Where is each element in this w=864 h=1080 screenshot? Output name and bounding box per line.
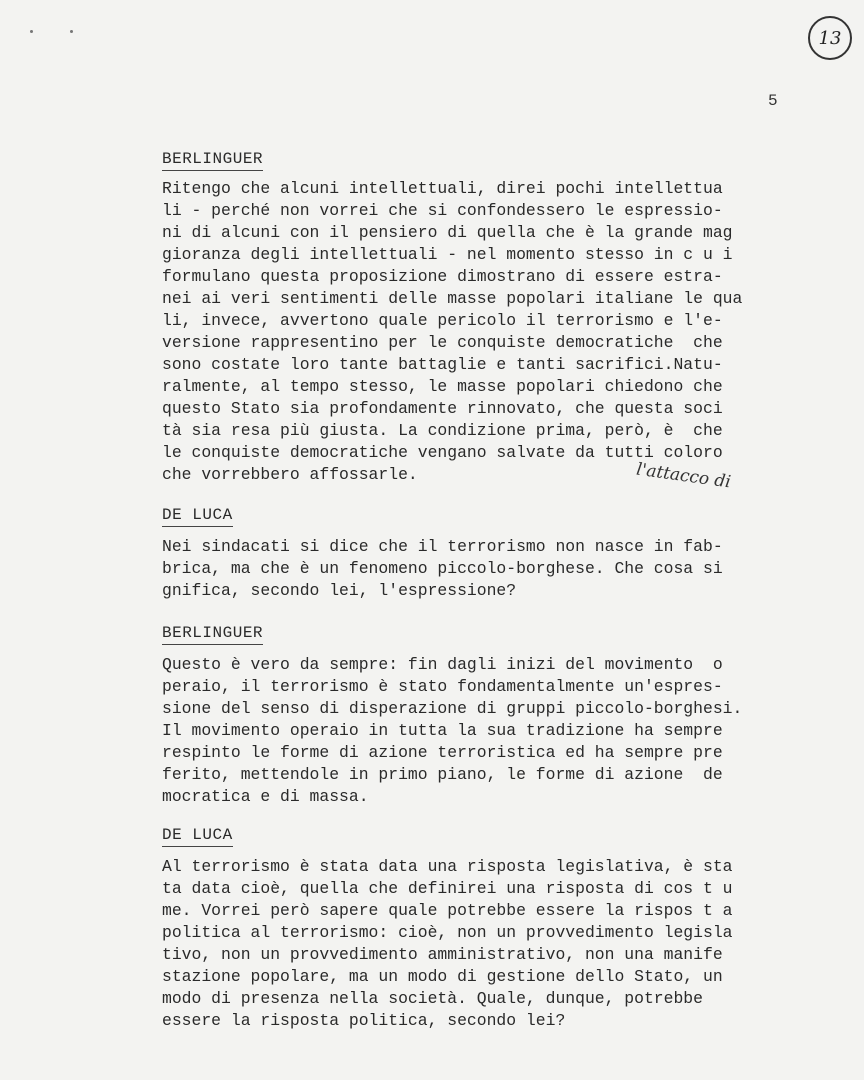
text-line: Al terrorismo è stata data una risposta legislativa, è sta [162,857,733,876]
text-line: li - perché non vorrei che si confondessero le espressio- [162,201,723,220]
text-line: ralmente, al tempo stesso, le masse popolari chiedono che [162,377,723,396]
text-line: nei ai veri sentimenti delle masse popolari italiane le qua [162,289,743,308]
text-line: sono costate loro tante battaglie e tanti sacrifici.Natu- [162,355,723,374]
circled-page-number: 13 [808,16,852,60]
text-line: tivo, non un provvedimento amministrativo, non una manife [162,945,723,964]
speaker-label: DE LUCA [162,506,233,527]
text-line: tà sia resa più giusta. La condizione prima, però, è che [162,421,723,440]
text-line: Nei sindacati si dice che il terrorismo non nasce in fab- [162,537,723,556]
text-line: formulano questa proposizione dimostrano di essere estra- [162,267,723,286]
handwritten-annotation: l'attacco di [635,459,732,493]
text-line: Il movimento operaio in tutta la sua tradizione ha sempre [162,721,723,740]
text-line: me. Vorrei però sapere quale potrebbe essere la rispos t a [162,901,733,920]
text-line: mocratica e di massa. [162,787,369,806]
text-line: le conquiste democratiche vengano salvate da tutti coloro [162,443,723,462]
text-line: ferito, mettendole in primo piano, le forme di azione de [162,765,723,784]
text-line: versione rappresentino per le conquiste democratiche che [162,333,723,352]
text-line: gioranza degli intellettuali - nel momento stesso in c u i [162,245,733,264]
paper-speck [70,30,73,33]
speaker-label: DE LUCA [162,826,233,847]
text-line: stazione popolare, ma un modo di gestione dello Stato, un [162,967,723,986]
text-line: li, invece, avvertono quale pericolo il terrorismo e l'e- [162,311,723,330]
text-line: Ritengo che alcuni intellettuali, direi pochi intellettua [162,179,723,198]
text-line: ni di alcuni con il pensiero di quella che è la grande mag [162,223,733,242]
text-line: ta data cioè, quella che definirei una risposta di cos t u [162,879,733,898]
text-line: gnifica, secondo lei, l'espressione? [162,581,517,600]
text-line: essere la risposta politica, secondo lei? [162,1011,566,1030]
text-line: respinto le forme di azione terroristica ed ha sempre pre [162,743,723,762]
paper-speck [30,30,33,33]
text-line: questo Stato sia profondamente rinnovato, che questa soci [162,399,723,418]
text-line: che vorrebbero affossarle. [162,465,418,484]
text-line: modo di presenza nella società. Quale, dunque, potrebbe [162,989,703,1008]
text-line: Questo è vero da sempre: fin dagli inizi del movimento o [162,655,723,674]
text-line: politica al terrorismo: cioè, non un provvedimento legisla [162,923,733,942]
speaker-label: BERLINGUER [162,150,263,171]
page-number: 5 [768,92,778,110]
text-line: brica, ma che è un fenomeno piccolo-borghese. Che cosa si [162,559,723,578]
speaker-label: BERLINGUER [162,624,263,645]
text-line: peraio, il terrorismo è stato fondamentalmente un'espres- [162,677,723,696]
text-line: sione del senso di disperazione di gruppi piccolo-borghesi. [162,699,743,718]
